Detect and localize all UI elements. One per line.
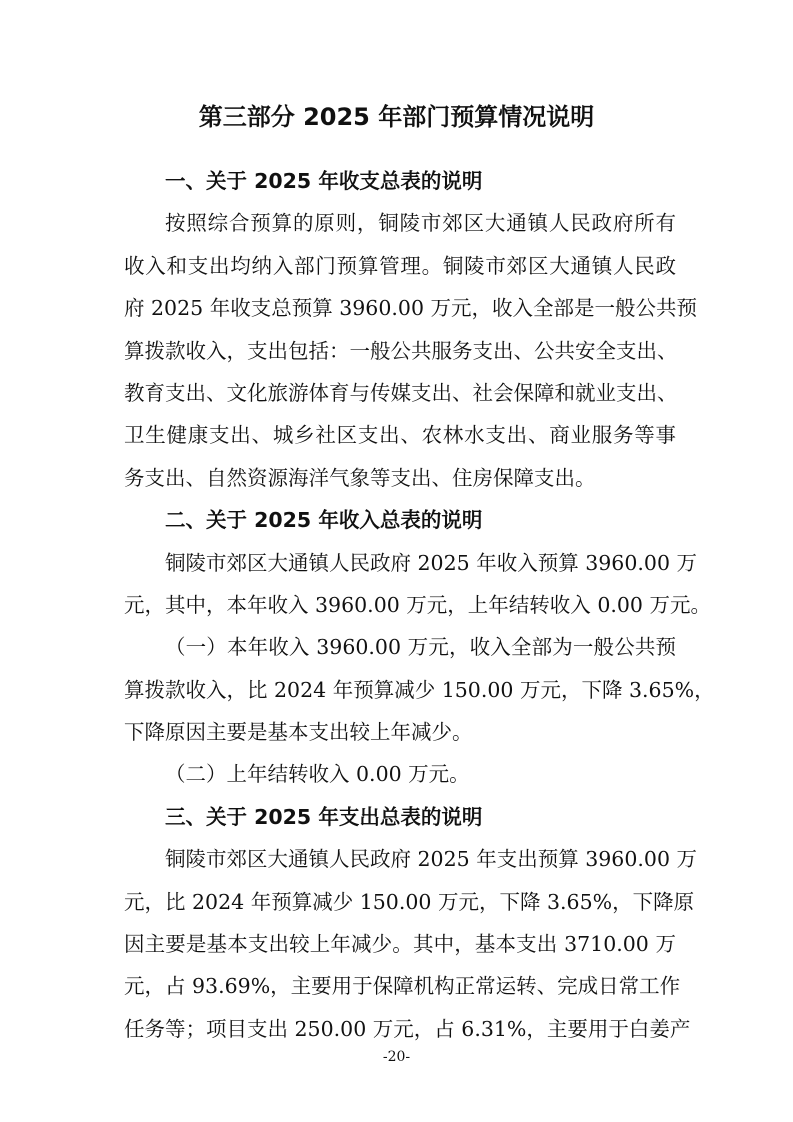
paragraph-line: 教育支出、文化旅游体育与传媒支出、社会保障和就业支出、 [124,380,678,405]
paragraph-line: 铜陵市郊区大通镇人民政府 2025 年支出预算 3960.00 万 [165,847,698,872]
paragraph-line: 元，其中，本年收入 3960.00 万元，上年结转收入 0.00 万元。 [124,592,711,617]
paragraph-line: 算拨款收入，支出包括：一般公共服务支出、公共安全支出、 [124,338,678,363]
paragraph-line: 任务等；项目支出 250.00 万元，占 6.31%，主要用于白姜产 [124,1016,691,1041]
page-number: -20- [382,1049,411,1065]
paragraph-line: 算拨款收入，比 2024 年预算减少 150.00 万元，下降 3.65%， [124,677,715,702]
paragraph-line: 卫生健康支出、城乡社区支出、农林水支出、商业服务等事 [124,423,676,448]
paragraph-line: 收入和支出均纳入部门预算管理。铜陵市郊区大通镇人民政 [124,253,676,278]
page-title: 第三部分 2025 年部门预算情况说明 [198,103,595,131]
section-heading: 一、关于 2025 年收支总表的说明 [165,169,483,193]
paragraph-line: 因主要是基本支出较上年减少。其中，基本支出 3710.00 万 [124,932,676,957]
document-body [124,160,715,1050]
paragraph-line: （二）上年结转收入 0.00 万元。 [165,762,470,787]
paragraph-line: 府 2025 年收支总预算 3960.00 万元，收入全部是一般公共预 [124,296,698,321]
paragraph-line: 按照综合预算的原则，铜陵市郊区大通镇人民政府所有 [165,211,676,236]
paragraph-line: 铜陵市郊区大通镇人民政府 2025 年收入预算 3960.00 万 [165,550,698,575]
paragraph-line: 下降原因主要是基本支出较上年减少。 [124,720,473,745]
paragraph-line: （一）本年收入 3960.00 万元，收入全部为一般公共预 [165,635,676,660]
paragraph-line: 务支出、自然资源海洋气象等支出、住房保障支出。 [124,465,596,490]
section-heading: 三、关于 2025 年支出总表的说明 [165,804,483,829]
section-heading: 二、关于 2025 年收入总表的说明 [165,508,483,533]
paragraph-line: 元，占 93.69%，主要用于保障机构正常运转、完成日常工作 [124,974,681,999]
paragraph-line: 元，比 2024 年预算减少 150.00 万元，下降 3.65%，下降原 [124,889,695,914]
